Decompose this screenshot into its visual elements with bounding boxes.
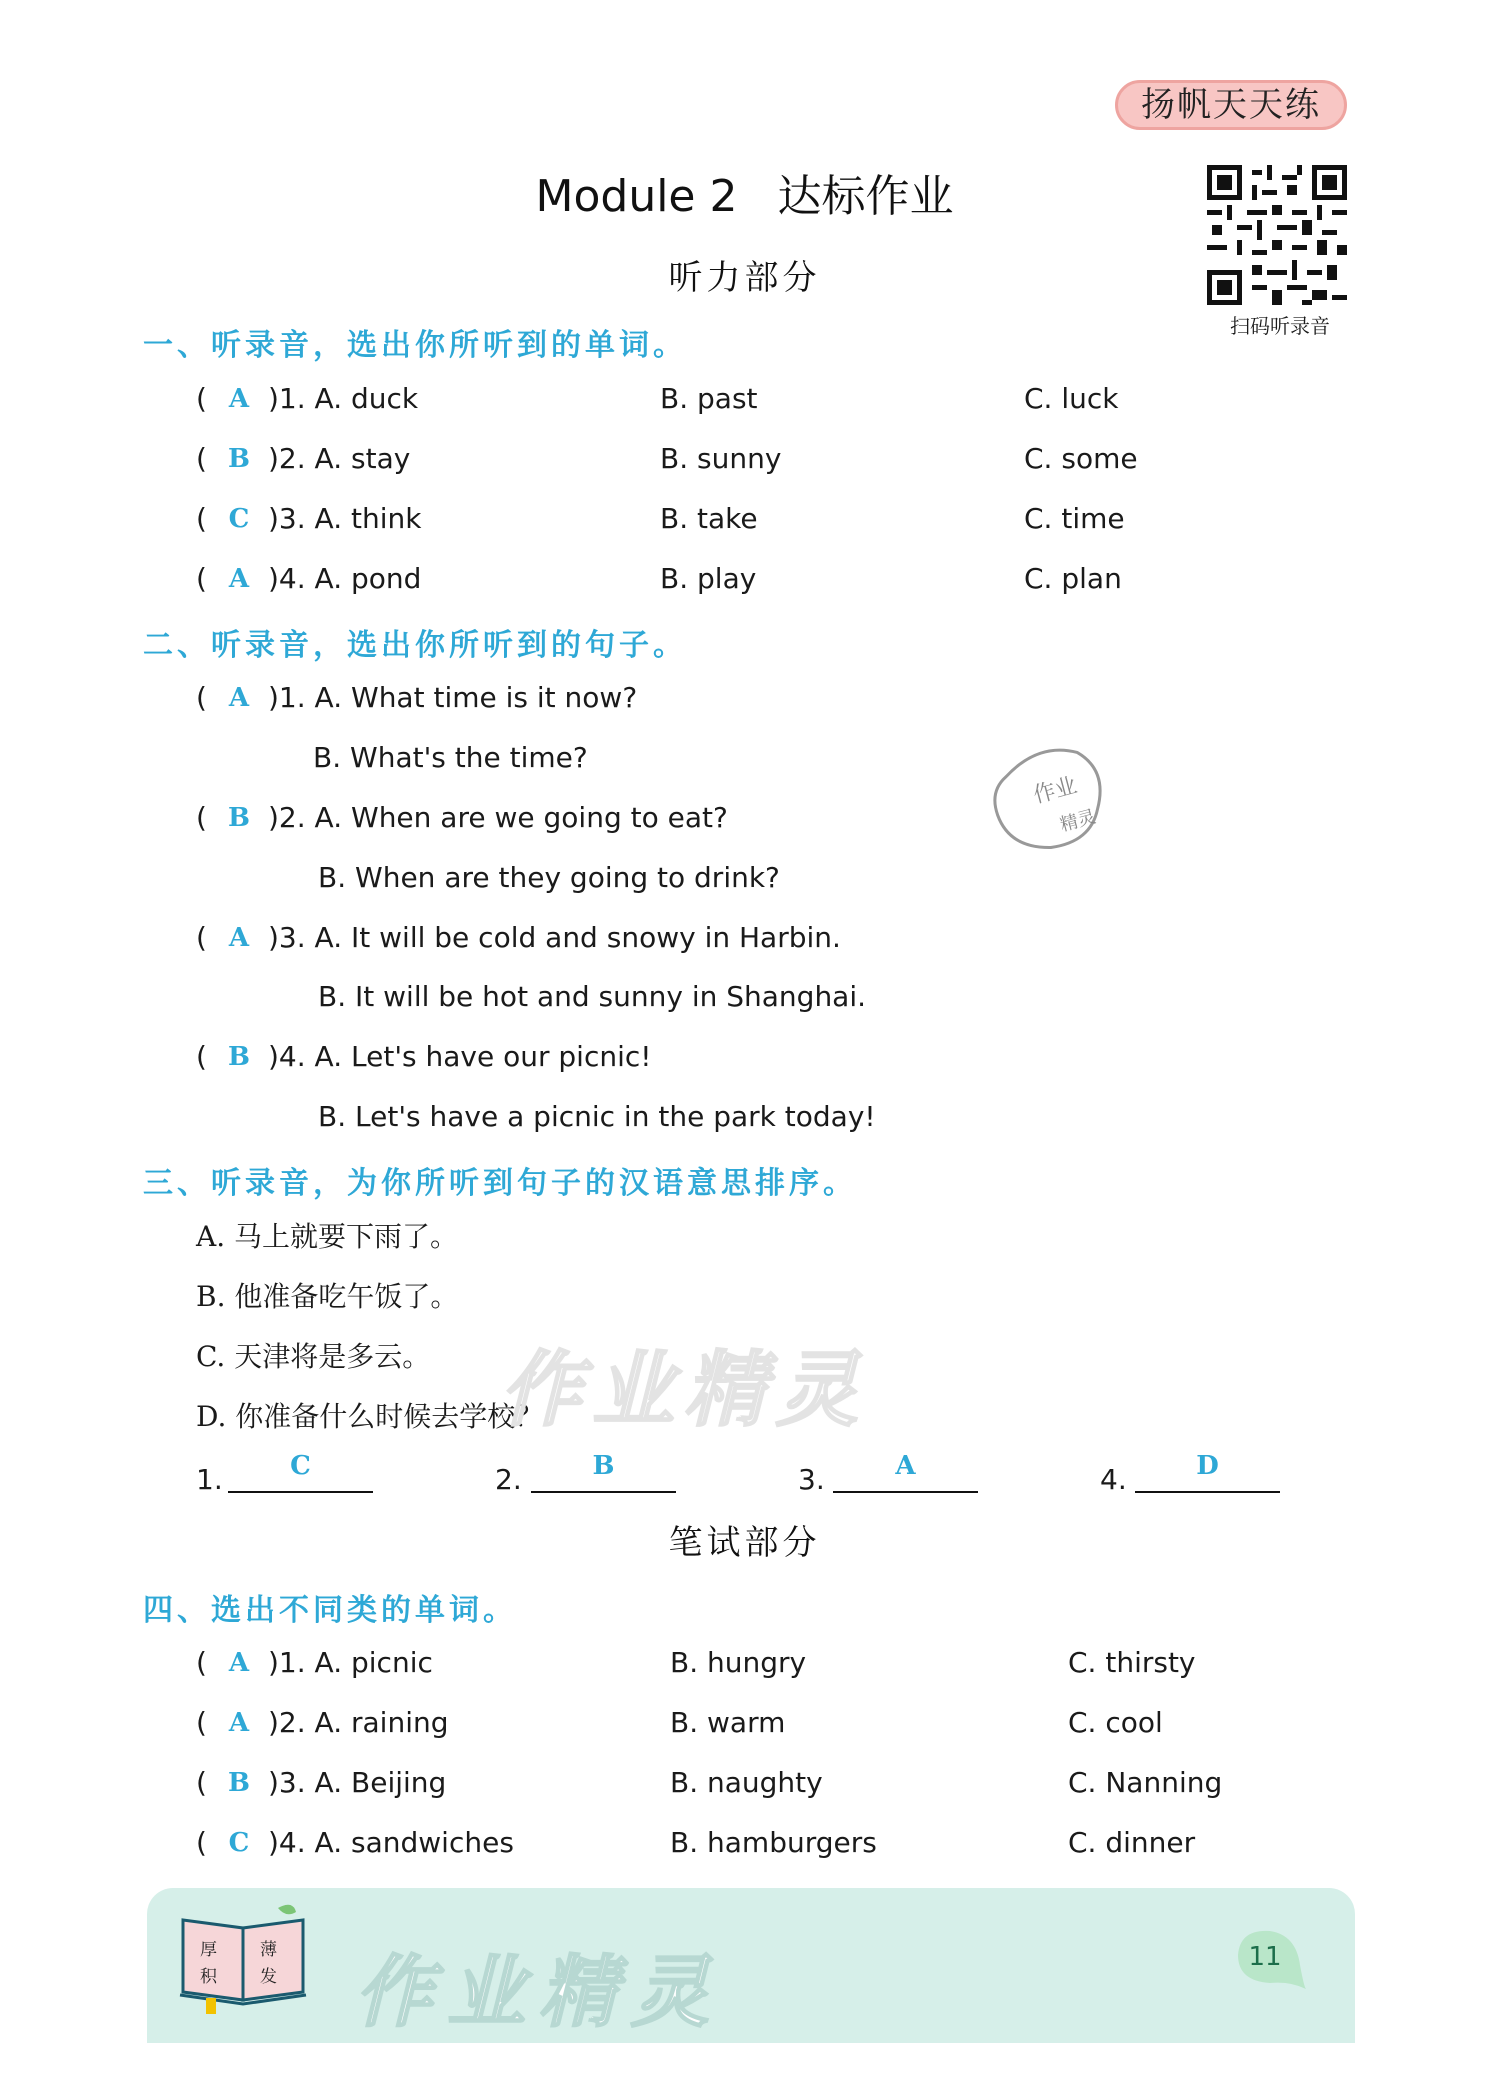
watermark-footer: 作业精灵 [355, 1948, 724, 2038]
option-c: C. luck [1024, 382, 1119, 415]
answer: A [895, 1451, 916, 1481]
s2-question-4-a [0, 1037, 1489, 1077]
s1-question-2 [0, 439, 1489, 479]
answer: B [228, 1768, 250, 1798]
option-b: B. hungry [670, 1646, 807, 1679]
paren-open: ( [196, 502, 207, 535]
paren-open: ( [196, 442, 207, 475]
answer: A [228, 564, 250, 594]
option-a: )1. A. duck [268, 382, 419, 415]
s3-option-b: B. 他准备吃午饭了。 [196, 1280, 459, 1313]
answer: C [228, 504, 250, 534]
answer: A [228, 384, 250, 414]
option-b: B. play [660, 562, 757, 595]
option-c: C. cool [1068, 1706, 1163, 1739]
option-c: C. thirsty [1068, 1646, 1196, 1679]
option-a: )3. A. think [268, 502, 422, 535]
book-char-3: 积 [200, 1967, 217, 1987]
stamp-bottom-text: 精灵 [1057, 806, 1099, 836]
s4-question-1 [0, 1643, 1489, 1683]
sentence-a: )4. A. Let's have our picnic! [268, 1040, 652, 1073]
option-c: C. plan [1024, 562, 1122, 595]
s3-blank-2[interactable] [531, 1451, 676, 1493]
section-2-heading: 二、听录音，选出你所听到的句子。 [143, 628, 687, 663]
s2-question-2-a [0, 798, 1489, 838]
watermark-middle: 作业精灵 [500, 1343, 868, 1438]
answer: A [228, 1648, 250, 1678]
answer: B [228, 1042, 250, 1072]
paren-open: ( [196, 1646, 207, 1679]
option-a: )4. A. sandwiches [268, 1826, 514, 1859]
s4-question-4 [0, 1823, 1489, 1863]
option-b: B. past [660, 382, 758, 415]
footer-band [147, 1888, 1355, 2043]
s3-blank-1[interactable] [228, 1451, 373, 1493]
title-sub: 达标作业 [777, 171, 954, 222]
answer: B [228, 803, 250, 833]
s1-question-1 [0, 379, 1489, 419]
s2-question-1-b: B. What's the time? [313, 741, 588, 774]
s3-blank-1-num: 1. [196, 1463, 223, 1496]
paren-open: ( [196, 1040, 207, 1073]
option-a: )3. A. Beijing [268, 1766, 447, 1799]
s2-question-4-b: B. Let's have a picnic in the park today! [318, 1100, 876, 1133]
answer: B [228, 444, 250, 474]
listening-part-title: 听力部分 [668, 258, 821, 298]
paren-open: ( [196, 1766, 207, 1799]
s1-question-3 [0, 499, 1489, 539]
s4-question-2 [0, 1703, 1489, 1743]
paren-open: ( [196, 801, 207, 834]
answer: C [290, 1451, 311, 1481]
section-4-heading: 四、选出不同类的单词。 [143, 1593, 517, 1628]
s4-question-3 [0, 1763, 1489, 1803]
option-b: B. sunny [660, 442, 782, 475]
s3-option-d: D. 你准备什么时候去学校？ [196, 1400, 544, 1433]
book-char-1: 厚 [200, 1940, 217, 1960]
s3-blank-4[interactable] [1135, 1451, 1280, 1493]
option-a: )2. A. raining [268, 1706, 449, 1739]
option-b: B. hamburgers [670, 1826, 877, 1859]
sentence-a: )3. A. It will be cold and snowy in Harbin. [268, 921, 841, 954]
s3-blank-3[interactable] [833, 1451, 978, 1493]
sentence-a: )2. A. When are we going to eat? [268, 801, 728, 834]
series-badge: 扬帆天天练 [1115, 80, 1347, 130]
option-b: B. warm [670, 1706, 786, 1739]
s2-question-1-a [0, 678, 1489, 718]
s3-option-a: A. 马上就要下雨了。 [196, 1220, 459, 1253]
paren-open: ( [196, 382, 207, 415]
s1-question-4 [0, 559, 1489, 599]
paren-open: ( [196, 1706, 207, 1739]
sentence-a: )1. A. What time is it now? [268, 681, 638, 714]
section-3-heading: 三、听录音，为你所听到句子的汉语意思排序。 [143, 1166, 857, 1201]
paren-open: ( [196, 921, 207, 954]
answer: A [228, 683, 250, 713]
page-number: 11 [1248, 1942, 1282, 1972]
option-c: C. Nanning [1068, 1766, 1223, 1799]
answer: A [228, 1708, 250, 1738]
s3-option-c: C. 天津将是多云。 [196, 1340, 431, 1373]
module-title: Module 2 [535, 171, 738, 222]
section-1-heading: 一、听录音，选出你所听到的单词。 [143, 328, 687, 363]
s3-blank-3-num: 3. [798, 1463, 825, 1496]
stamp-logo-icon [985, 740, 1125, 870]
s2-question-2-b: B. When are they going to drink? [318, 861, 780, 894]
stamp-top-text: 作业 [1030, 773, 1080, 809]
book-char-4: 发 [260, 1967, 277, 1987]
answer: D [1196, 1451, 1219, 1481]
option-c: C. some [1024, 442, 1138, 475]
writing-part-title: 笔试部分 [668, 1523, 821, 1563]
option-a: )4. A. pond [268, 562, 422, 595]
option-a: )1. A. picnic [268, 1646, 433, 1679]
answer: A [228, 923, 250, 953]
option-b: B. take [660, 502, 758, 535]
s3-blank-2-num: 2. [495, 1463, 522, 1496]
s2-question-3-b: B. It will be hot and sunny in Shanghai. [318, 980, 867, 1013]
s2-question-3-a [0, 918, 1489, 958]
answer: B [592, 1451, 615, 1481]
answer: C [228, 1828, 250, 1858]
paren-open: ( [196, 1826, 207, 1859]
option-a: )2. A. stay [268, 442, 411, 475]
option-c: C. dinner [1068, 1826, 1196, 1859]
option-b: B. naughty [670, 1766, 823, 1799]
open-book-icon [178, 1900, 313, 2015]
option-c: C. time [1024, 502, 1125, 535]
paren-open: ( [196, 562, 207, 595]
paren-open: ( [196, 681, 207, 714]
s3-blank-4-num: 4. [1100, 1463, 1127, 1496]
qr-caption: 扫码听录音 [1230, 314, 1330, 338]
book-char-2: 薄 [260, 1940, 277, 1960]
